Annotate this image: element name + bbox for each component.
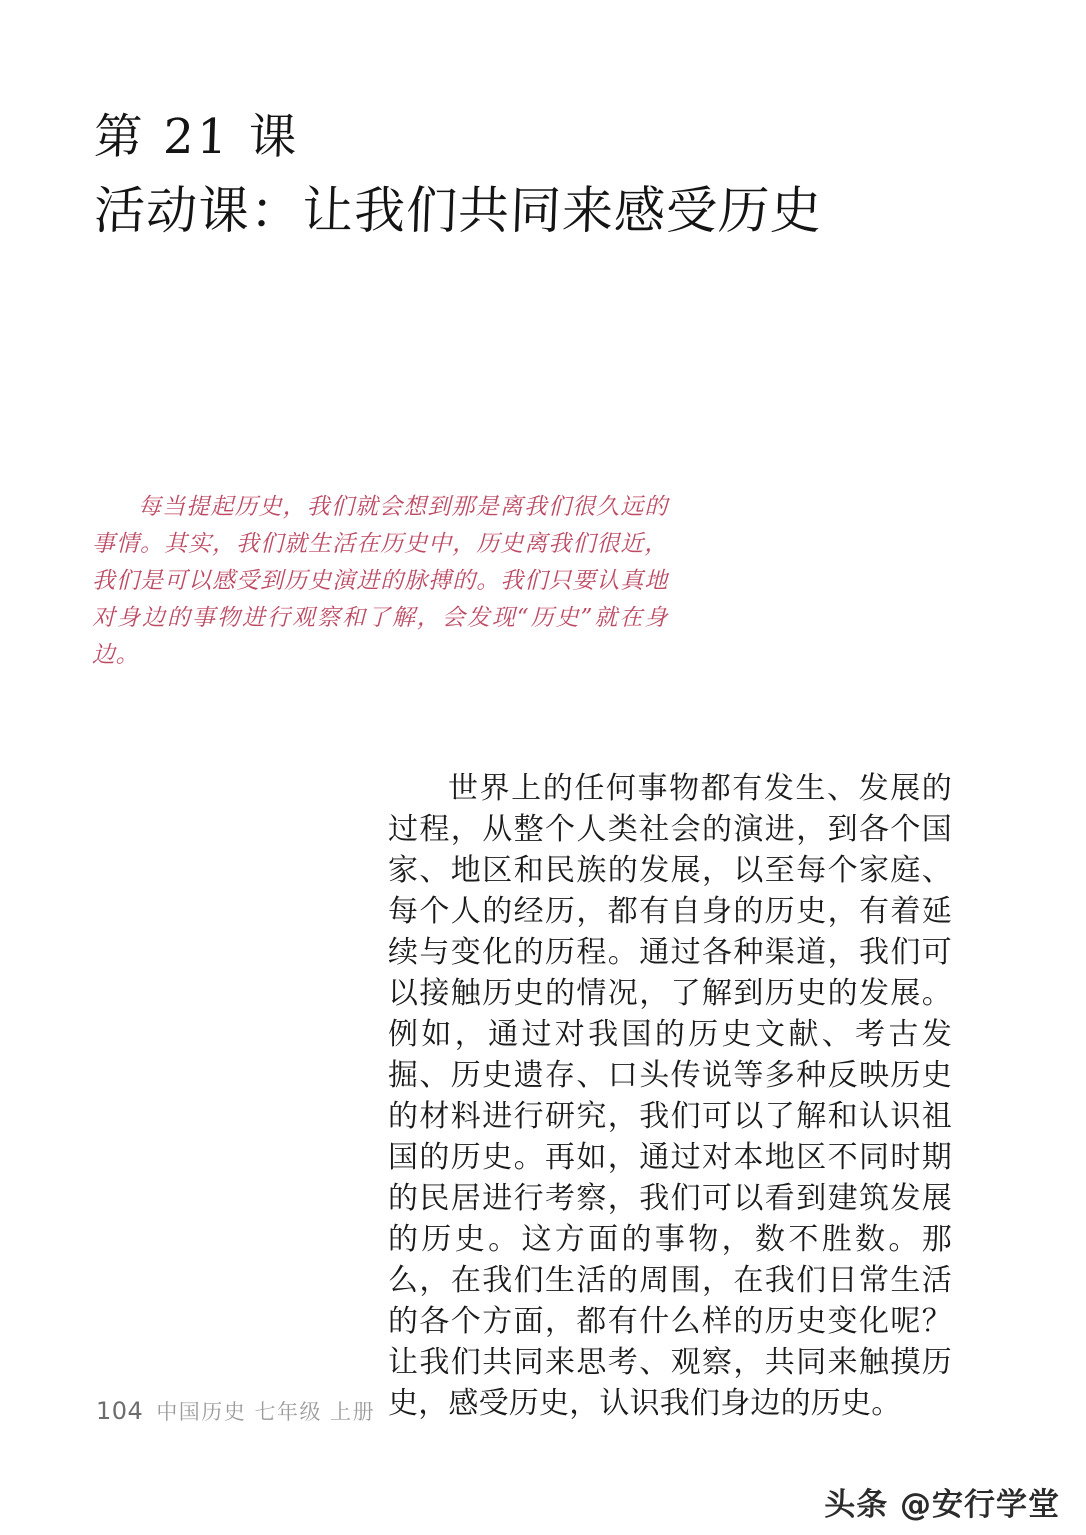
lesson-number: 第 21 课 (93, 109, 301, 165)
page-footer (96, 1396, 375, 1426)
watermark: 头条 @安行学堂 (824, 1487, 1060, 1523)
footer-book-title: 中国历史 七年级 上册 (156, 1400, 376, 1424)
page-title-block (94, 104, 954, 247)
intro-paragraph-block (92, 466, 668, 697)
body-paragraph-block (388, 738, 952, 1454)
intro-paragraph: 每当提起历史，我们就会想到那是离我们很久远的事情。其实，我们就生活在历史中，历史离我们很近，我们是可以感受到历史演进的脉搏的。我们只要认真地对身边的事物进行观察和了解，会发现“历史”就在身边。 (92, 494, 668, 668)
body-paragraph: 世界上的任何事物都有发生、发展的过程，从整个人类社会的演进，到各个国家、地区和民族的发展，以至每个家庭、每个人的经历，都有自身的历史，有着延续与变化的历程。通过各种渠道，我们可以接触历史的情况，了解到历史的发展。例如，通过对我国的历史文献、考古发掘、历史遗存、口头传说等多种反映历史的材料进行研究，我们可以了解和认识祖国的历史。再如，通过对本地区不同时期的民居进行考察，我们可以看到建筑发展的历史。这方面的事物，数不胜数。那么，在我们生活的周围，在我们日常生活的各个方面，都有什么样的历史变化呢？让我们共同来思考、观察，共同来触摸历史，感受历史，认识我们身边的历史。 (388, 771, 952, 1421)
lesson-title: 活动课：让我们共同来感受历史 (92, 182, 824, 241)
footer-page-number: 104 (96, 1397, 144, 1425)
